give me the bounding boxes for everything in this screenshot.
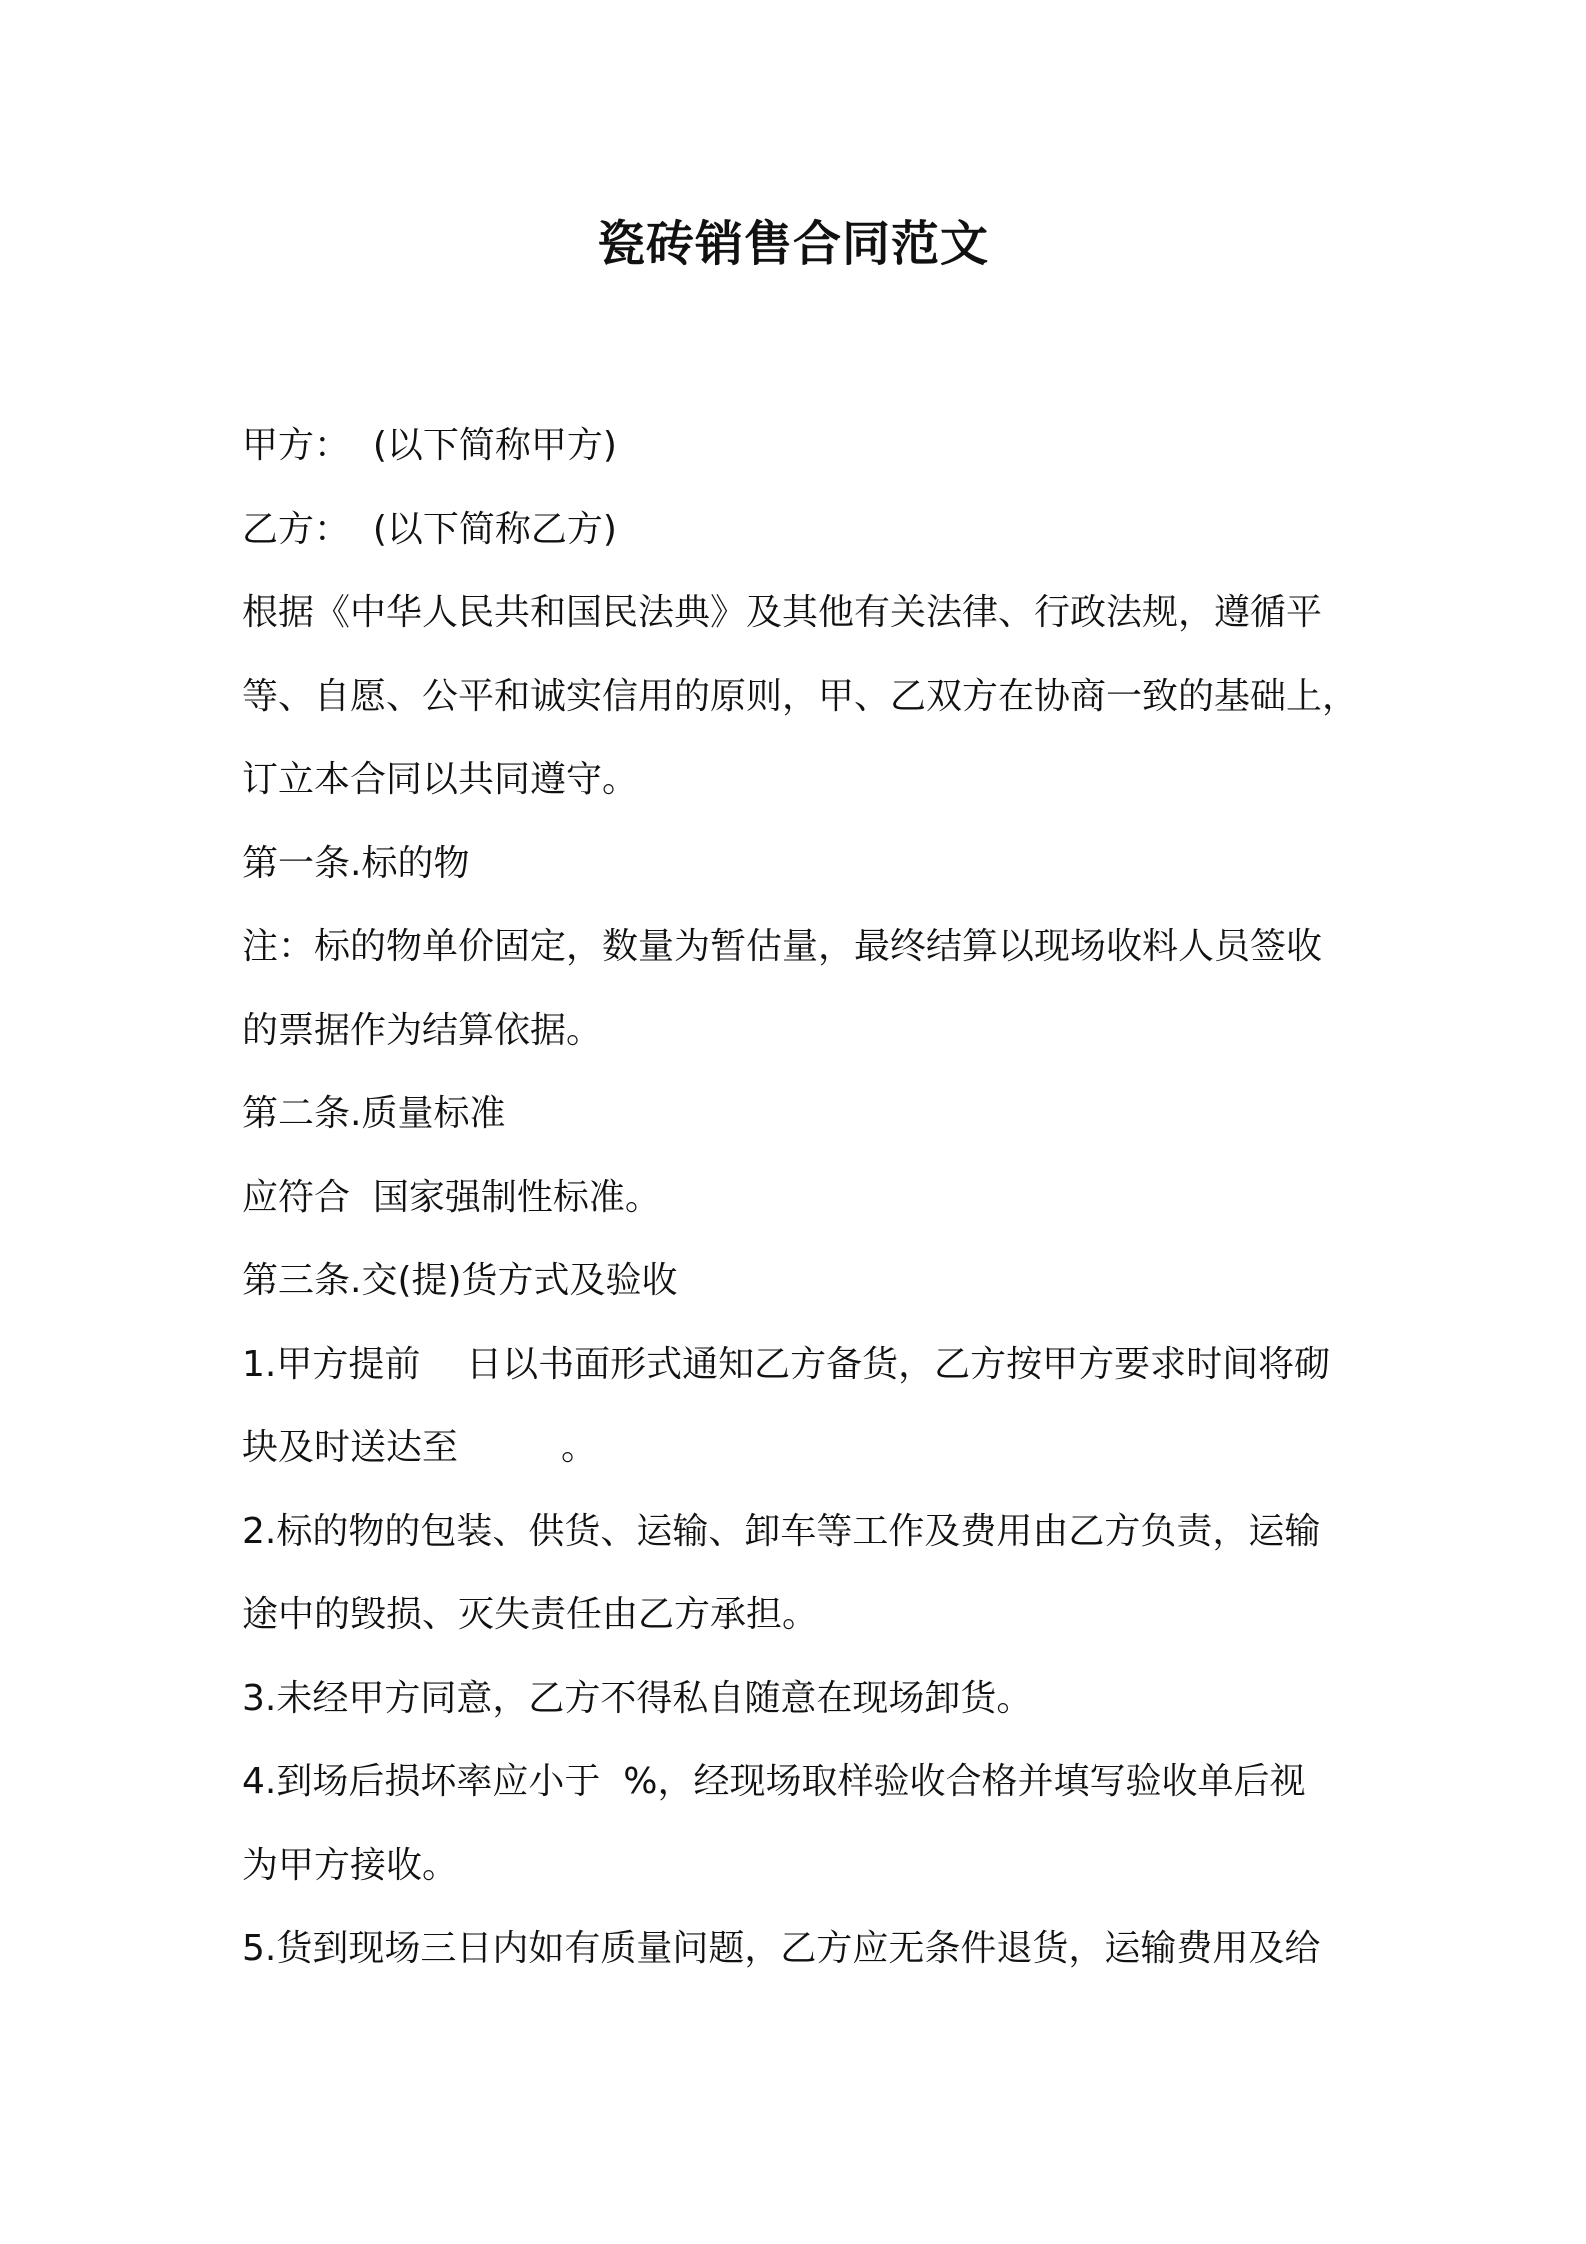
article-1-note-line-2: 的票据作为结算依据。 [242,1009,603,1051]
party-b-line: 乙方： (以下简称乙方) [242,508,617,550]
article-1-note-line-1: 注：标的物单价固定，数量为暂估量，最终结算以现场收料人员签收 [242,926,1323,967]
clause-4-line-2: 为甲方接收。 [242,1844,459,1886]
article-3-heading: 第三条.交(提)货方式及验收 [242,1260,678,1301]
article-1-heading: 第一条.标的物 [242,842,470,884]
article-2-text: 应符合 国家强制性标准。 [242,1176,661,1218]
preamble-line-3: 订立本合同以共同遵守。 [242,759,639,800]
article-2-heading: 第二条.质量标准 [242,1093,506,1134]
preamble-line-1: 根据《中华人民共和国民法典》及其他有关法律、行政法规，遵循平 [242,592,1323,633]
clause-2-line-1: 2.标的物的包装、供货、运输、卸车等工作及费用由乙方负责，运输 [242,1510,1321,1552]
clause-5-line-1: 5.货到现场三日内如有质量问题，乙方应无条件退货，运输费用及给 [242,1928,1321,1969]
contract-body [242,404,1362,1991]
clause-2-line-2: 途中的毁损、灭失责任由乙方承担。 [242,1594,819,1635]
document-title: 瓷砖销售合同范文 [596,216,989,272]
clause-1-line-2: 块及时送达至 。 [242,1427,597,1468]
clause-1-line-1: 1.甲方提前 日以书面形式通知乙方备货，乙方按甲方要求时间将砌 [242,1343,1331,1385]
clause-4-line-1: 4.到场后损坏率应小于 %，经现场取样验收合格并填写验收单后视 [242,1761,1306,1802]
preamble-line-2: 等、自愿、公平和诚实信用的原则，甲、乙双方在协商一致的基础上， [242,675,1359,717]
party-a-line: 甲方： (以下简称甲方) [242,425,617,466]
clause-3-line-1: 3.未经甲方同意，乙方不得私自随意在现场卸货。 [242,1677,1033,1719]
